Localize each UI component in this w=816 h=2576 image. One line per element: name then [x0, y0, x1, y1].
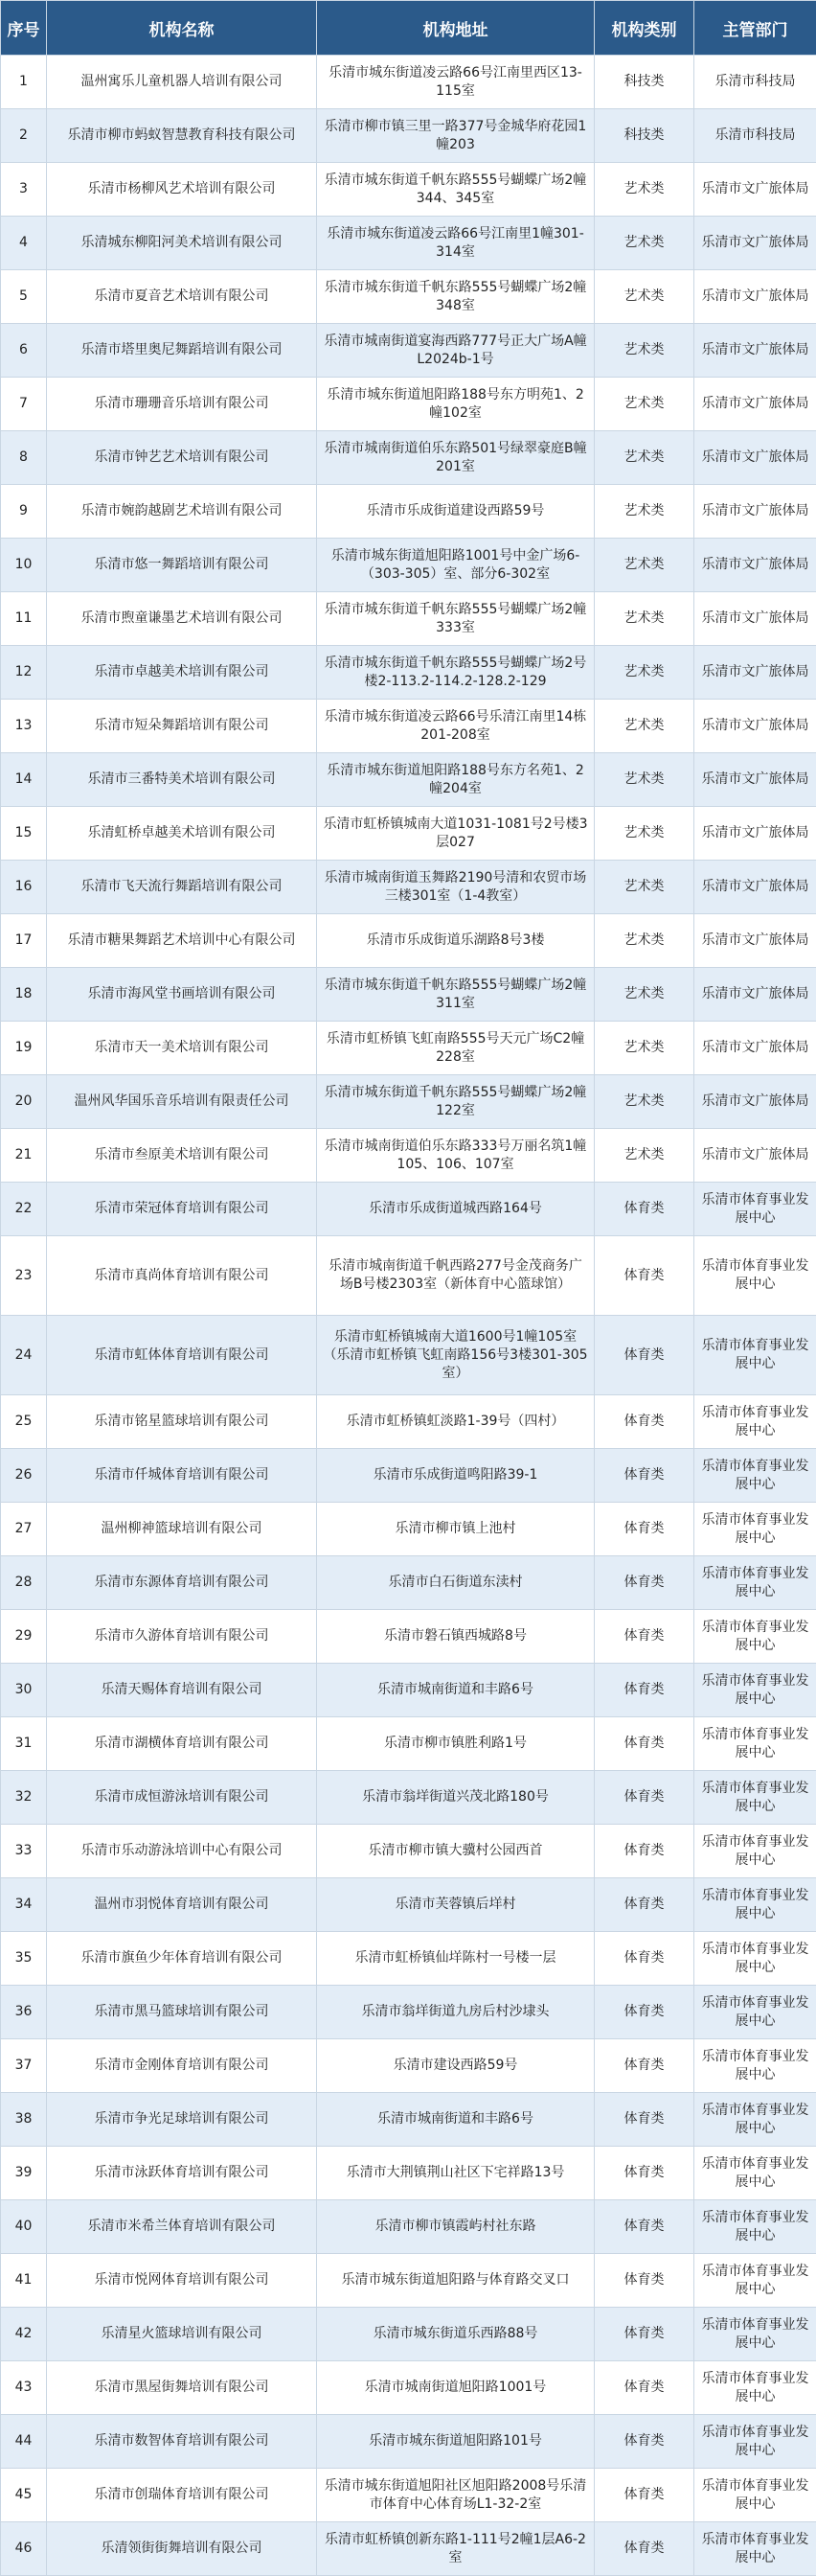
- cell-index: 14: [1, 753, 47, 807]
- cell-org-address: 乐清市芙蓉镇后垟村: [317, 1878, 595, 1932]
- cell-org-address: 乐清市城南街道旭阳路1001号: [317, 2361, 595, 2415]
- cell-index: 24: [1, 1316, 47, 1395]
- cell-org-category: 体育类: [595, 2308, 694, 2361]
- cell-department: 乐清市体育事业发展中心: [694, 2039, 816, 2093]
- header-org-category: 机构类别: [595, 1, 694, 56]
- cell-department: 乐清市体育事业发展中心: [694, 1664, 816, 1717]
- cell-org-name: 乐清市悠一舞蹈培训有限公司: [47, 539, 317, 592]
- cell-org-category: 体育类: [595, 2093, 694, 2147]
- table-row: [1, 1825, 816, 1878]
- cell-index: 29: [1, 1610, 47, 1664]
- cell-org-category: 体育类: [595, 1183, 694, 1236]
- cell-org-category: 体育类: [595, 2469, 694, 2522]
- cell-department: 乐清市文广旅体局: [694, 592, 816, 646]
- cell-org-name: 乐清市仟城体育培训有限公司: [47, 1449, 317, 1503]
- cell-org-address: 乐清市城南街道伯乐东路501号绿翠豪庭B幢201室: [317, 431, 595, 485]
- cell-org-address: 乐清市城东街道千帆东路555号蝴蝶广场2幢122室: [317, 1075, 595, 1129]
- cell-org-name: 乐清市数智体育培训有限公司: [47, 2415, 317, 2469]
- cell-org-name: 乐清市真尚体育培训有限公司: [47, 1236, 317, 1316]
- cell-org-address: 乐清市磐石镇西城路8号: [317, 1610, 595, 1664]
- cell-org-address: 乐清市翁垟街道兴茂北路180号: [317, 1771, 595, 1825]
- table-row: [1, 807, 816, 861]
- cell-index: 23: [1, 1236, 47, 1316]
- cell-department: 乐清市科技局: [694, 56, 816, 109]
- cell-org-category: 体育类: [595, 2200, 694, 2254]
- cell-index: 7: [1, 378, 47, 431]
- cell-index: 33: [1, 1825, 47, 1878]
- table-row: [1, 2415, 816, 2469]
- cell-department: 乐清市文广旅体局: [694, 485, 816, 539]
- cell-org-address: 乐清市乐成街道建设西路59号: [317, 485, 595, 539]
- table-row: [1, 431, 816, 485]
- cell-org-name: 乐清市铭星篮球培训有限公司: [47, 1395, 317, 1449]
- cell-org-category: 艺术类: [595, 217, 694, 270]
- cell-org-category: 体育类: [595, 1986, 694, 2039]
- cell-org-category: 艺术类: [595, 1075, 694, 1129]
- cell-org-address: 乐清市虹桥镇创新东路1-111号2幢1层A6-2室: [317, 2522, 595, 2576]
- cell-index: 41: [1, 2254, 47, 2308]
- table-row: [1, 2522, 816, 2576]
- cell-org-name: 乐清市珊珊音乐培训有限公司: [47, 378, 317, 431]
- cell-org-name: 乐清市湖横体育培训有限公司: [47, 1717, 317, 1771]
- table-row: [1, 1395, 816, 1449]
- table-row: [1, 1932, 816, 1986]
- cell-org-name: 温州市羽悦体育培训有限公司: [47, 1878, 317, 1932]
- table-row: [1, 1878, 816, 1932]
- cell-org-address: 乐清市城东街道旭阳路101号: [317, 2415, 595, 2469]
- cell-index: 28: [1, 1556, 47, 1610]
- cell-org-category: 体育类: [595, 2361, 694, 2415]
- cell-department: 乐清市文广旅体局: [694, 861, 816, 914]
- cell-org-category: 艺术类: [595, 700, 694, 753]
- cell-org-address: 乐清市城南街道千帆西路277号金茂商务广场B号楼2303室（新体育中心篮球馆）: [317, 1236, 595, 1316]
- cell-org-name: 温州风华国乐音乐培训有限责任公司: [47, 1075, 317, 1129]
- cell-department: 乐清市体育事业发展中心: [694, 1449, 816, 1503]
- table-row: [1, 1664, 816, 1717]
- cell-org-address: 乐清市城东街道旭阳路与体育路交叉口: [317, 2254, 595, 2308]
- cell-org-address: 乐清市城东街道旭阳路1001号中金广场6-（303-305）室、部分6-302室: [317, 539, 595, 592]
- cell-org-address: 乐清市城东街道千帆东路555号蝴蝶广场2幢311室: [317, 968, 595, 1022]
- cell-index: 2: [1, 109, 47, 163]
- cell-org-name: 乐清市夏音艺术培训有限公司: [47, 270, 317, 324]
- cell-org-name: 乐清市叁原美术培训有限公司: [47, 1129, 317, 1183]
- cell-org-name: 乐清市争光足球培训有限公司: [47, 2093, 317, 2147]
- cell-org-category: 艺术类: [595, 378, 694, 431]
- table-row: [1, 1556, 816, 1610]
- cell-department: 乐清市体育事业发展中心: [694, 1825, 816, 1878]
- table-row: [1, 1316, 816, 1395]
- cell-org-name: 乐清市飞天流行舞蹈培训有限公司: [47, 861, 317, 914]
- cell-department: 乐清市体育事业发展中心: [694, 2093, 816, 2147]
- cell-index: 22: [1, 1183, 47, 1236]
- cell-org-name: 乐清市柳市蚂蚁智慧教育科技有限公司: [47, 109, 317, 163]
- cell-department: 乐清市体育事业发展中心: [694, 2200, 816, 2254]
- cell-department: 乐清市文广旅体局: [694, 270, 816, 324]
- cell-index: 35: [1, 1932, 47, 1986]
- cell-index: 40: [1, 2200, 47, 2254]
- cell-org-address: 乐清市柳市镇三里一路377号金城华府花园1幢203: [317, 109, 595, 163]
- cell-index: 39: [1, 2147, 47, 2200]
- table-row: [1, 56, 816, 109]
- cell-org-category: 艺术类: [595, 539, 694, 592]
- cell-org-category: 体育类: [595, 2147, 694, 2200]
- cell-org-category: 体育类: [595, 1503, 694, 1556]
- table-row: [1, 1717, 816, 1771]
- cell-org-category: 体育类: [595, 1395, 694, 1449]
- header-org-address: 机构地址: [317, 1, 595, 56]
- cell-department: 乐清市体育事业发展中心: [694, 2469, 816, 2522]
- cell-index: 26: [1, 1449, 47, 1503]
- cell-org-address: 乐清市城东街道旭阳社区旭阳路2008号乐清市体育中心体育场L1-32-2室: [317, 2469, 595, 2522]
- cell-department: 乐清市体育事业发展中心: [694, 2415, 816, 2469]
- cell-org-name: 乐清市黑屋街舞培训有限公司: [47, 2361, 317, 2415]
- cell-department: 乐清市文广旅体局: [694, 163, 816, 217]
- table-row: [1, 378, 816, 431]
- cell-org-category: 体育类: [595, 1556, 694, 1610]
- cell-org-address: 乐清市虹桥镇城南大道1031-1081号2号楼3层027: [317, 807, 595, 861]
- cell-department: 乐清市体育事业发展中心: [694, 1986, 816, 2039]
- table-body: [1, 56, 816, 2576]
- cell-org-category: 艺术类: [595, 753, 694, 807]
- table-row: [1, 2200, 816, 2254]
- cell-index: 6: [1, 324, 47, 378]
- cell-org-address: 乐清市虹桥镇城南大道1600号1幢105室（乐清市虹桥镇飞虹南路156号3楼301-305室）: [317, 1316, 595, 1395]
- cell-org-address: 乐清市虹桥镇飞虹南路555号天元广场C2幢228室: [317, 1022, 595, 1075]
- cell-org-name: 乐清市久游体育培训有限公司: [47, 1610, 317, 1664]
- cell-org-category: 体育类: [595, 1236, 694, 1316]
- table-row: [1, 1449, 816, 1503]
- cell-org-address: 乐清市大荆镇荆山社区下宅祥路13号: [317, 2147, 595, 2200]
- table-row: [1, 1610, 816, 1664]
- cell-department: 乐清市文广旅体局: [694, 914, 816, 968]
- cell-org-address: 乐清市柳市镇胜利路1号: [317, 1717, 595, 1771]
- cell-department: 乐清市体育事业发展中心: [694, 1236, 816, 1316]
- table-row: [1, 1075, 816, 1129]
- cell-org-address: 乐清市城东街道千帆东路555号蝴蝶广场2号楼2-113.2-114.2-128.2-129: [317, 646, 595, 700]
- cell-department: 乐清市体育事业发展中心: [694, 1316, 816, 1395]
- cell-org-name: 乐清市创瑞体育培训有限公司: [47, 2469, 317, 2522]
- cell-index: 27: [1, 1503, 47, 1556]
- cell-org-name: 乐清市乐动游泳培训中心有限公司: [47, 1825, 317, 1878]
- table-row: [1, 1236, 816, 1316]
- cell-org-name: 乐清市悦网体育培训有限公司: [47, 2254, 317, 2308]
- cell-org-name: 乐清市黑马篮球培训有限公司: [47, 1986, 317, 2039]
- cell-org-name: 乐清市糖果舞蹈艺术培训中心有限公司: [47, 914, 317, 968]
- cell-department: 乐清市文广旅体局: [694, 431, 816, 485]
- cell-department: 乐清市文广旅体局: [694, 539, 816, 592]
- cell-org-category: 体育类: [595, 2415, 694, 2469]
- cell-department: 乐清市体育事业发展中心: [694, 1503, 816, 1556]
- cell-department: 乐清市体育事业发展中心: [694, 1556, 816, 1610]
- cell-org-category: 艺术类: [595, 163, 694, 217]
- cell-org-category: 体育类: [595, 2254, 694, 2308]
- table-row: [1, 539, 816, 592]
- cell-org-address: 乐清市城南街道伯乐东路333号万丽名筑1幢105、106、107室: [317, 1129, 595, 1183]
- cell-index: 46: [1, 2522, 47, 2576]
- cell-org-address: 乐清市城东街道千帆东路555号蝴蝶广场2幢333室: [317, 592, 595, 646]
- cell-org-address: 乐清市翁垟街道九房后村沙埭头: [317, 1986, 595, 2039]
- cell-org-name: 乐清市天一美术培训有限公司: [47, 1022, 317, 1075]
- cell-index: 37: [1, 2039, 47, 2093]
- cell-department: 乐清市文广旅体局: [694, 1022, 816, 1075]
- cell-department: 乐清市体育事业发展中心: [694, 1878, 816, 1932]
- table-row: [1, 861, 816, 914]
- cell-org-address: 乐清市乐成街道鸣阳路39-1: [317, 1449, 595, 1503]
- cell-org-name: 乐清市卓越美术培训有限公司: [47, 646, 317, 700]
- table-row: [1, 1129, 816, 1183]
- cell-org-name: 乐清市金刚体育培训有限公司: [47, 2039, 317, 2093]
- cell-org-name: 乐清天赐体育培训有限公司: [47, 1664, 317, 1717]
- cell-org-name: 乐清市短朵舞蹈培训有限公司: [47, 700, 317, 753]
- cell-department: 乐清市科技局: [694, 109, 816, 163]
- table-header-row: [1, 1, 816, 56]
- table-row: [1, 163, 816, 217]
- cell-index: 9: [1, 485, 47, 539]
- cell-index: 1: [1, 56, 47, 109]
- cell-department: 乐清市体育事业发展中心: [694, 1183, 816, 1236]
- table-row: [1, 753, 816, 807]
- cell-org-name: 乐清虹桥卓越美术培训有限公司: [47, 807, 317, 861]
- cell-index: 38: [1, 2093, 47, 2147]
- cell-org-category: 体育类: [595, 2039, 694, 2093]
- cell-department: 乐清市体育事业发展中心: [694, 2308, 816, 2361]
- cell-org-category: 艺术类: [595, 1022, 694, 1075]
- cell-org-category: 艺术类: [595, 592, 694, 646]
- cell-org-category: 艺术类: [595, 270, 694, 324]
- cell-department: 乐清市文广旅体局: [694, 1075, 816, 1129]
- cell-index: 20: [1, 1075, 47, 1129]
- cell-org-category: 体育类: [595, 1771, 694, 1825]
- cell-department: 乐清市文广旅体局: [694, 217, 816, 270]
- cell-org-name: 乐清城东柳阳河美术培训有限公司: [47, 217, 317, 270]
- cell-index: 5: [1, 270, 47, 324]
- cell-org-name: 乐清市米希兰体育培训有限公司: [47, 2200, 317, 2254]
- cell-index: 12: [1, 646, 47, 700]
- cell-org-category: 科技类: [595, 56, 694, 109]
- cell-org-address: 乐清市城东街道旭阳路188号东方名苑1、2幢204室: [317, 753, 595, 807]
- cell-department: 乐清市体育事业发展中心: [694, 1932, 816, 1986]
- cell-index: 21: [1, 1129, 47, 1183]
- cell-org-address: 乐清市城东街道凌云路66号乐清江南里14栋201-208室: [317, 700, 595, 753]
- cell-org-name: 温州寓乐儿童机器人培训有限公司: [47, 56, 317, 109]
- cell-department: 乐清市体育事业发展中心: [694, 2254, 816, 2308]
- table-row: [1, 324, 816, 378]
- cell-index: 44: [1, 2415, 47, 2469]
- cell-org-name: 乐清市杨柳风艺术培训有限公司: [47, 163, 317, 217]
- cell-department: 乐清市体育事业发展中心: [694, 2522, 816, 2576]
- cell-org-name: 乐清市旗鱼少年体育培训有限公司: [47, 1932, 317, 1986]
- cell-org-address: 乐清市乐成街道乐湖路8号3楼: [317, 914, 595, 968]
- table-row: [1, 2308, 816, 2361]
- cell-org-category: 艺术类: [595, 1129, 694, 1183]
- cell-index: 16: [1, 861, 47, 914]
- cell-org-name: 乐清市海风堂书画培训有限公司: [47, 968, 317, 1022]
- cell-org-category: 艺术类: [595, 807, 694, 861]
- cell-org-address: 乐清市城东街道凌云路66号江南里1幢301-314室: [317, 217, 595, 270]
- header-org-name: 机构名称: [47, 1, 317, 56]
- cell-org-category: 体育类: [595, 1449, 694, 1503]
- cell-org-address: 乐清市柳市镇大骥村公园西首: [317, 1825, 595, 1878]
- cell-index: 17: [1, 914, 47, 968]
- table-row: [1, 2093, 816, 2147]
- header-index: 序号: [1, 1, 47, 56]
- table-row: [1, 1986, 816, 2039]
- cell-org-name: 乐清市成恒游泳培训有限公司: [47, 1771, 317, 1825]
- cell-index: 18: [1, 968, 47, 1022]
- cell-department: 乐清市体育事业发展中心: [694, 2361, 816, 2415]
- cell-department: 乐清市文广旅体局: [694, 753, 816, 807]
- cell-index: 34: [1, 1878, 47, 1932]
- table-row: [1, 2039, 816, 2093]
- cell-index: 13: [1, 700, 47, 753]
- cell-org-address: 乐清市城东街道乐西路88号: [317, 2308, 595, 2361]
- cell-index: 8: [1, 431, 47, 485]
- cell-department: 乐清市文广旅体局: [694, 324, 816, 378]
- cell-org-name: 乐清市三番特美术培训有限公司: [47, 753, 317, 807]
- table-row: [1, 2361, 816, 2415]
- cell-org-address: 乐清市柳市镇霞屿村社东路: [317, 2200, 595, 2254]
- table-row: [1, 646, 816, 700]
- cell-index: 15: [1, 807, 47, 861]
- table-row: [1, 1771, 816, 1825]
- cell-org-category: 艺术类: [595, 968, 694, 1022]
- cell-org-name: 温州柳神篮球培训有限公司: [47, 1503, 317, 1556]
- table-row: [1, 2147, 816, 2200]
- table-row: [1, 1183, 816, 1236]
- table-row: [1, 2254, 816, 2308]
- cell-org-category: 艺术类: [595, 485, 694, 539]
- cell-org-category: 艺术类: [595, 324, 694, 378]
- cell-department: 乐清市体育事业发展中心: [694, 1717, 816, 1771]
- cell-org-category: 体育类: [595, 2522, 694, 2576]
- cell-index: 45: [1, 2469, 47, 2522]
- cell-org-category: 体育类: [595, 1878, 694, 1932]
- cell-org-address: 乐清市虹桥镇仙垟陈村一号楼一层: [317, 1932, 595, 1986]
- cell-org-address: 乐清市城南街道玉舞路2190号清和农贸市场三楼301室（1-4教室）: [317, 861, 595, 914]
- cell-index: 42: [1, 2308, 47, 2361]
- cell-index: 43: [1, 2361, 47, 2415]
- cell-org-address: 乐清市城南街道和丰路6号: [317, 1664, 595, 1717]
- cell-org-address: 乐清市城东街道千帆东路555号蝴蝶广场2幢348室: [317, 270, 595, 324]
- cell-department: 乐清市文广旅体局: [694, 700, 816, 753]
- cell-index: 30: [1, 1664, 47, 1717]
- cell-org-address: 乐清市城南街道宴海西路777号正大广场A幢L2024b-1号: [317, 324, 595, 378]
- cell-index: 36: [1, 1986, 47, 2039]
- cell-org-address: 乐清市虹桥镇虹淡路1-39号（四村）: [317, 1395, 595, 1449]
- cell-index: 11: [1, 592, 47, 646]
- cell-org-name: 乐清市荣冠体育培训有限公司: [47, 1183, 317, 1236]
- cell-org-name: 乐清市煦童谦墨艺术培训有限公司: [47, 592, 317, 646]
- cell-department: 乐清市文广旅体局: [694, 968, 816, 1022]
- cell-department: 乐清市体育事业发展中心: [694, 1395, 816, 1449]
- cell-index: 19: [1, 1022, 47, 1075]
- table-row: [1, 109, 816, 163]
- cell-org-name: 乐清星火篮球培训有限公司: [47, 2308, 317, 2361]
- cell-department: 乐清市体育事业发展中心: [694, 1610, 816, 1664]
- cell-org-category: 体育类: [595, 1664, 694, 1717]
- cell-org-name: 乐清市钟艺艺术培训有限公司: [47, 431, 317, 485]
- cell-index: 25: [1, 1395, 47, 1449]
- cell-org-name: 乐清市泳跃体育培训有限公司: [47, 2147, 317, 2200]
- cell-org-name: 乐清市塔里奥尼舞蹈培训有限公司: [47, 324, 317, 378]
- cell-department: 乐清市文广旅体局: [694, 378, 816, 431]
- cell-index: 3: [1, 163, 47, 217]
- cell-department: 乐清市文广旅体局: [694, 807, 816, 861]
- cell-index: 4: [1, 217, 47, 270]
- table-row: [1, 217, 816, 270]
- cell-org-category: 体育类: [595, 1717, 694, 1771]
- cell-org-address: 乐清市柳市镇上池村: [317, 1503, 595, 1556]
- table-row: [1, 485, 816, 539]
- table-row: [1, 1022, 816, 1075]
- table-row: [1, 270, 816, 324]
- cell-org-category: 科技类: [595, 109, 694, 163]
- cell-org-address: 乐清市城东街道凌云路66号江南里西区13-115室: [317, 56, 595, 109]
- cell-department: 乐清市文广旅体局: [694, 1129, 816, 1183]
- cell-department: 乐清市文广旅体局: [694, 646, 816, 700]
- cell-department: 乐清市体育事业发展中心: [694, 2147, 816, 2200]
- cell-org-address: 乐清市城南街道和丰路6号: [317, 2093, 595, 2147]
- cell-org-address: 乐清市乐成街道城西路164号: [317, 1183, 595, 1236]
- cell-org-name: 乐清市婉韵越剧艺术培训有限公司: [47, 485, 317, 539]
- cell-org-address: 乐清市城东街道旭阳路188号东方明苑1、2幢102室: [317, 378, 595, 431]
- cell-org-category: 体育类: [595, 1825, 694, 1878]
- table-row: [1, 2469, 816, 2522]
- cell-index: 10: [1, 539, 47, 592]
- table-row: [1, 968, 816, 1022]
- table-row: [1, 1503, 816, 1556]
- cell-org-category: 艺术类: [595, 861, 694, 914]
- cell-org-category: 艺术类: [595, 914, 694, 968]
- cell-org-category: 体育类: [595, 1610, 694, 1664]
- cell-org-name: 乐清领街街舞培训有限公司: [47, 2522, 317, 2576]
- cell-org-address: 乐清市城东街道千帆东路555号蝴蝶广场2幢344、345室: [317, 163, 595, 217]
- cell-org-category: 艺术类: [595, 646, 694, 700]
- cell-index: 31: [1, 1717, 47, 1771]
- cell-department: 乐清市体育事业发展中心: [694, 1771, 816, 1825]
- cell-org-address: 乐清市建设西路59号: [317, 2039, 595, 2093]
- cell-org-name: 乐清市东源体育培训有限公司: [47, 1556, 317, 1610]
- cell-org-name: 乐清市虹体体育培训有限公司: [47, 1316, 317, 1395]
- table-row: [1, 700, 816, 753]
- header-department: 主管部门: [694, 1, 816, 56]
- table-row: [1, 592, 816, 646]
- cell-org-category: 艺术类: [595, 431, 694, 485]
- cell-org-address: 乐清市白石街道东渎村: [317, 1556, 595, 1610]
- table-row: [1, 914, 816, 968]
- cell-org-category: 体育类: [595, 1932, 694, 1986]
- cell-org-category: 体育类: [595, 1316, 694, 1395]
- cell-index: 32: [1, 1771, 47, 1825]
